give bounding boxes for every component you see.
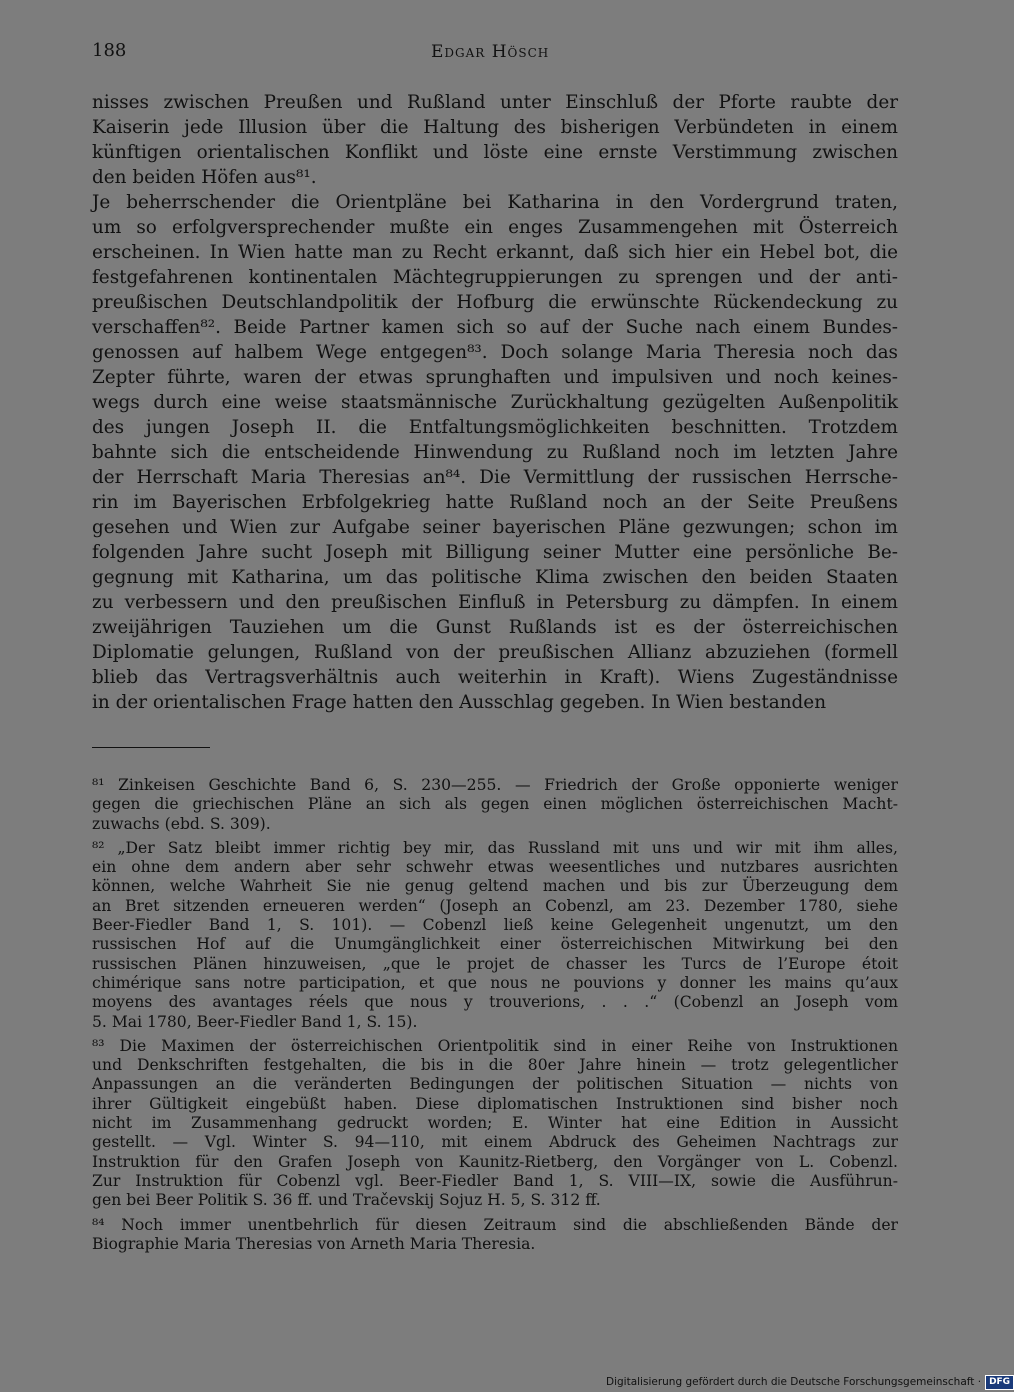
footnote-line: ⁸⁴ Noch immer unentbehrlich für diesen Zeitraum sind die abschließenden Bände der xyxy=(92,1215,898,1234)
footnote-line: zuwachs (ebd. S. 309). xyxy=(92,814,271,833)
main-text xyxy=(92,90,898,715)
text-line: Je beherrschender die Orientpläne bei Katharina in den Vordergrund traten, xyxy=(92,192,898,213)
footnote-line: russischen Hof auf die Unumgänglichkeit einer österreichischen Mitwirkung bei den xyxy=(92,935,898,954)
text-line: künftigen orientalischen Konflikt und löste eine ernste Verstimmung zwischen xyxy=(92,142,898,163)
footnote-line: und Denkschriften festgehalten, die bis in die 80er Jahre hinein — trotz gelegentlicher xyxy=(92,1056,898,1075)
footnote-line: Beer-Fiedler Band 1, S. 101). — Cobenzl ließ keine Gelegenheit ungenutzt, um den xyxy=(92,916,898,935)
footnote-line: ⁸¹ Zinkeisen Geschichte Band 6, S. 230—255. — Friedrich der Große opponierte weniger xyxy=(92,776,898,794)
footnotes xyxy=(92,776,898,1259)
footnote-line: 5. Mai 1780, Beer-Fiedler Band 1, S. 15). xyxy=(92,1012,418,1031)
text-line: zu verbessern und den preußischen Einfluß in Petersburg zu dämpfen. In einem xyxy=(92,592,898,613)
text-line: des jungen Joseph II. die Entfaltungsmöglichkeiten beschnitten. Trotzdem xyxy=(92,417,898,438)
text-line: zweijährigen Tauziehen um die Gunst Rußlands ist es der österreichischen xyxy=(92,617,898,638)
text-line: um so erfolgversprechender mußte ein enges Zusammengehen mit Österreich xyxy=(92,217,898,238)
footer-text: Digitalisierung gefördert durch die Deutsche Forschungsgemeinschaft · xyxy=(606,1376,982,1388)
footnote xyxy=(92,1037,898,1211)
footnote xyxy=(92,1216,898,1255)
page-header xyxy=(92,40,902,68)
text-line: folgenden Jahre sucht Joseph mit Billigung seiner Mutter eine persönliche Be- xyxy=(92,542,898,563)
text-line: gegnung mit Katharina, um das politische Klima zwischen den beiden Staaten xyxy=(92,567,898,588)
text-line: Kaiserin jede Illusion über die Haltung des bisherigen Verbündeten in einem xyxy=(92,117,898,138)
footnote-line: nicht im Zusammenhang gedruckt worden; E. Winter hat eine Edition in Aussicht xyxy=(92,1114,898,1133)
text-line: bahnte sich die entscheidende Hinwendung zu Rußland noch im letzten Jahre xyxy=(92,442,898,463)
footnote-line: an Bret sitzenden erneueren werden“ (Joseph an Cobenzl, am 23. Dezember 1780, siehe xyxy=(92,896,898,915)
text-line: Diplomatie gelungen, Rußland von der preußischen Allianz abzuziehen (formell xyxy=(92,642,898,663)
footnote-line: gen bei Beer Politik S. 36 ff. und Tračevskij Sojuz H. 5, S. 312 ff. xyxy=(92,1191,601,1210)
text-line: in der orientalischen Frage hatten den Ausschlag gegeben. In Wien bestanden xyxy=(92,692,827,713)
text-line: erscheinen. In Wien hatte man zu Recht erkannt, daß sich hier ein Hebel bot, die xyxy=(92,242,898,263)
footnote-line: ihrer Gültigkeit eingebüßt haben. Diese diplomatischen Instruktionen sind bisher noch xyxy=(92,1094,898,1113)
text-line: blieb das Vertragsverhältnis auch weiterhin in Kraft). Wiens Zugeständnisse xyxy=(92,667,898,688)
page-number: 188 xyxy=(92,40,127,61)
footnote-line: gegen die griechischen Pläne an sich als gegen einen möglichen österreichischen Macht- xyxy=(92,795,898,814)
footnote-line: chimérique sans notre participation, et que nous ne pouvions y donner les mains qu’aux xyxy=(92,973,898,992)
footnote-line: moyens des avantages réels que nous y trouverions, . . .“ (Cobenzl an Joseph vom xyxy=(92,993,898,1012)
footnote-line: ⁸² „Der Satz bleibt immer richtig bey mir, das Russland mit uns und wir mit ihm alles, xyxy=(92,838,898,857)
text-line: verschaffen⁸². Beide Partner kamen sich so auf der Suche nach einem Bundes- xyxy=(92,317,898,338)
footnote-line: Zur Instruktion für Cobenzl vgl. Beer-Fiedler Band 1, S. VIII—IX, sowie die Ausführun- xyxy=(92,1171,898,1190)
text-line: rin im Bayerischen Erbfolgekrieg hatte Rußland noch an der Seite Preußens xyxy=(92,492,898,513)
text-line: genossen auf halbem Wege entgegen⁸³. Doch solange Maria Theresia noch das xyxy=(92,342,898,363)
digitization-footer xyxy=(606,1374,1014,1390)
footnote-line: Biographie Maria Theresias von Arneth Maria Theresia. xyxy=(92,1234,536,1253)
text-line: der Herrschaft Maria Theresias an⁸⁴. Die Vermittlung der russischen Herrsche- xyxy=(92,467,898,488)
text-line: den beiden Höfen aus⁸¹. xyxy=(92,167,317,188)
footnote-line: können, welche Wahrheit Sie nie genug geltend machen und bis zur Überzeugung dem xyxy=(92,877,898,896)
footnote-line: gestellt. — Vgl. Winter S. 94—110, mit einem Abdruck des Geheimen Nachtrags zur xyxy=(92,1133,898,1152)
footnote-line: ein ohne dem andern aber sehr schwehr etwas weesentliches und nutzbares ausrichten xyxy=(92,858,898,877)
text-line: preußischen Deutschlandpolitik der Hofburg die erwünschte Rückendeckung zu xyxy=(92,292,898,313)
footnote xyxy=(92,776,898,834)
footnote-line: ⁸³ Die Maximen der österreichischen Orientpolitik sind in einer Reihe von Instruktionen xyxy=(92,1036,898,1055)
text-line: gesehen und Wien zur Aufgabe seiner bayerischen Pläne gezwungen; schon im xyxy=(92,517,898,538)
text-line: Zepter führte, waren der etwas sprunghaften und impulsiven und noch keines- xyxy=(92,367,898,388)
footnote-rule xyxy=(92,747,210,748)
text-line: nisses zwischen Preußen und Rußland unter Einschluß der Pforte raubte der xyxy=(92,92,898,113)
footnote-line: Instruktion für den Grafen Joseph von Kaunitz-Rietberg, den Vorgänger von L. Cobenzl. xyxy=(92,1152,898,1171)
footnote-line: russischen Plänen hinzuweisen, „que le projet de chasser les Turcs de l’Europe étoit xyxy=(92,954,898,973)
footnote-line: Anpassungen an die veränderten Bedingungen der politischen Situation — nichts von xyxy=(92,1075,898,1094)
dfg-logo: DFG xyxy=(985,1375,1014,1390)
text-line: wegs durch eine weise staatsmännische Zurückhaltung gezügelten Außenpolitik xyxy=(92,392,898,413)
running-head: Edgar Hösch xyxy=(431,42,550,62)
footnote xyxy=(92,839,898,1032)
text-line: festgefahrenen kontinentalen Mächtegruppierungen zu sprengen und der anti- xyxy=(92,267,898,288)
